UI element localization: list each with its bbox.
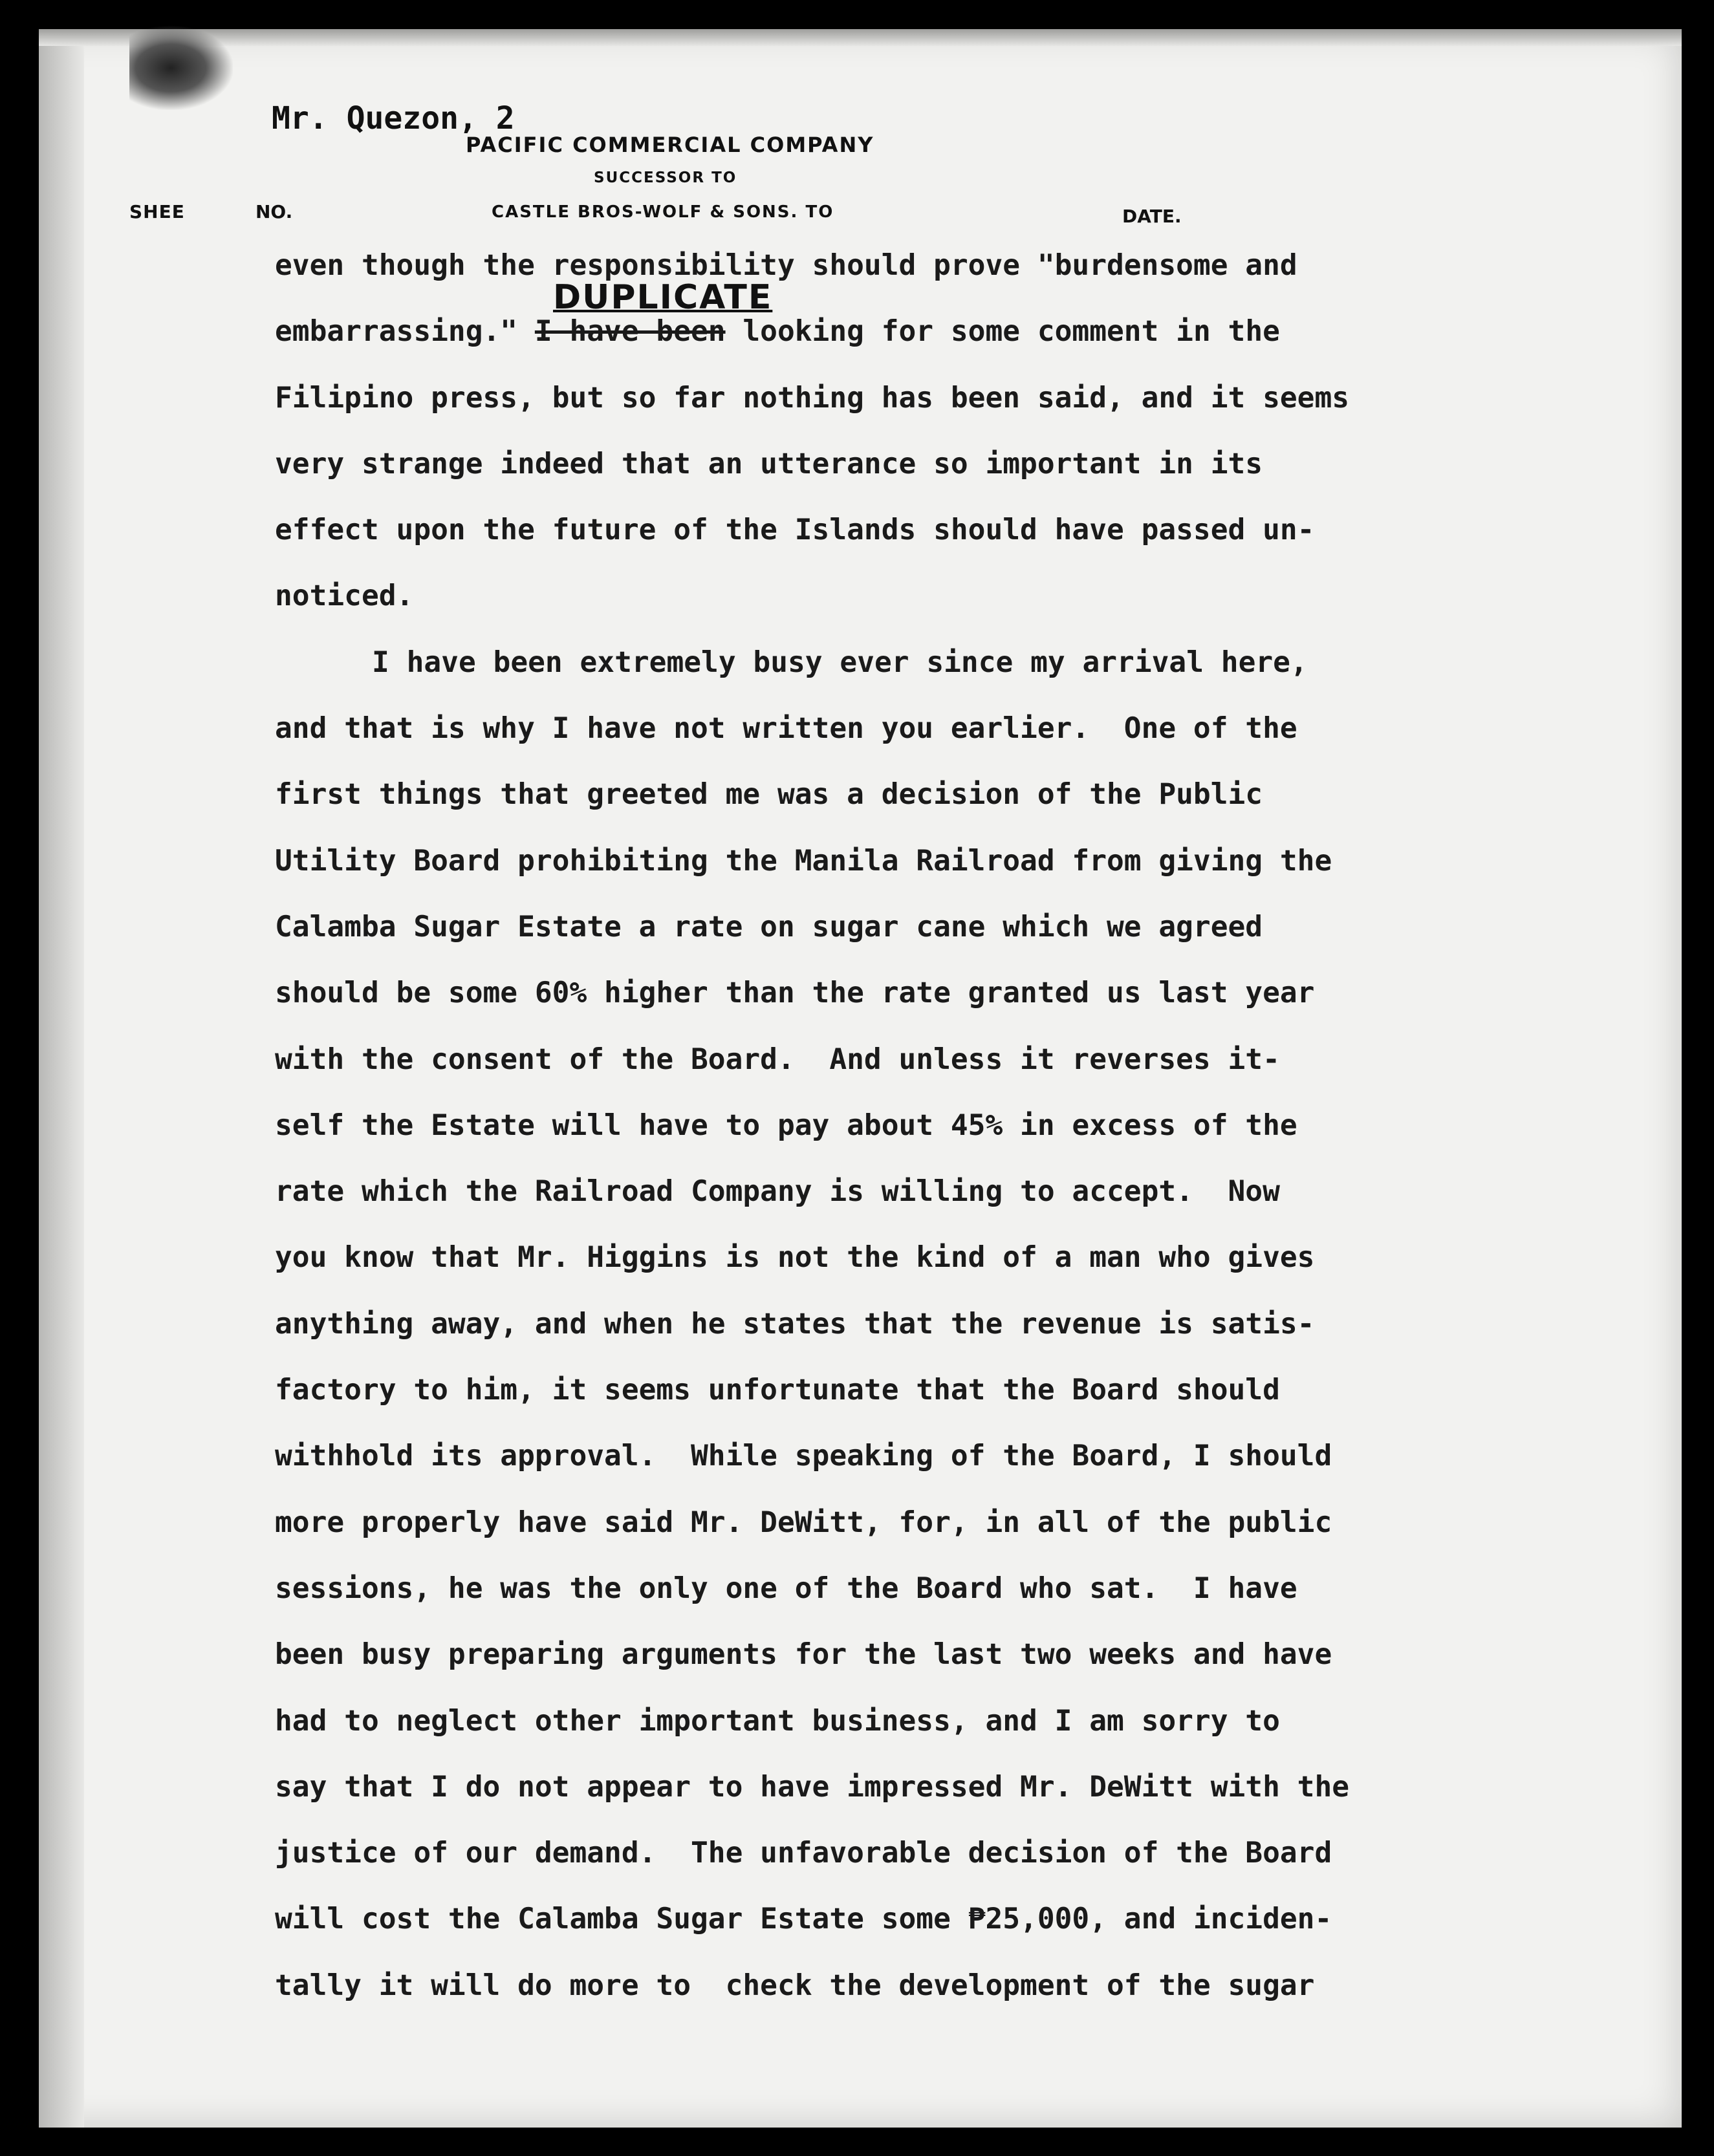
letter-body bbox=[275, 233, 1530, 2019]
letterhead-no-label: NO. bbox=[255, 201, 293, 222]
letterhead-date-label: DATE. bbox=[1122, 206, 1182, 227]
body-line: very strange indeed that an utterance so important in its bbox=[275, 447, 1263, 480]
paragraph-start-line: I have been extremely busy ever since my arrival here, bbox=[372, 645, 1308, 679]
body-line: Filipino press, but so far nothing has been said, and it seems bbox=[275, 381, 1350, 415]
letterhead-company: PACIFIC COMMERCIAL COMPANY bbox=[466, 133, 874, 157]
body-line: more properly have said Mr. DeWitt, for, in all of the public bbox=[275, 1505, 1332, 1539]
body-line: rate which the Railroad Company is willing to accept. Now bbox=[275, 1175, 1280, 1209]
body-line-text: looking for some comment in the bbox=[725, 315, 1280, 349]
body-line: Calamba Sugar Estate a rate on sugar cane which we agreed bbox=[275, 910, 1263, 943]
duplicate-stamp: DUPLICATE bbox=[553, 278, 773, 317]
body-line: withhold its approval. While speaking of the Board, I should bbox=[275, 1439, 1332, 1473]
body-line: had to neglect other important business, and I am sorry to bbox=[275, 1704, 1280, 1738]
body-line: say that I do not appear to have impressed Mr. DeWitt with the bbox=[275, 1770, 1350, 1804]
torn-corner-mark bbox=[129, 26, 233, 110]
body-line: self the Estate will have to pay about 45% in excess of the bbox=[275, 1108, 1297, 1142]
body-line: with the consent of the Board. And unless it reverses it- bbox=[275, 1042, 1280, 1076]
letterhead-successor: SUCCESSOR TO bbox=[594, 169, 737, 186]
body-line: Utility Board prohibiting the Manila Railroad from giving the bbox=[275, 844, 1332, 878]
struck-text: I have been bbox=[534, 315, 726, 349]
body-line: first things that greeted me was a decision of the Public bbox=[275, 778, 1263, 812]
body-line: been busy preparing arguments for the last two weeks and have bbox=[275, 1638, 1332, 1672]
body-line: you know that Mr. Higgins is not the kind of a man who gives bbox=[275, 1241, 1315, 1275]
body-line: and that is why I have not written you earlier. One of the bbox=[275, 712, 1297, 746]
body-line: sessions, he was the only one of the Board who sat. I have bbox=[275, 1571, 1297, 1605]
body-line-text: embarrassing." bbox=[275, 315, 518, 349]
body-line: noticed. bbox=[275, 579, 414, 613]
body-line: effect upon the future of the Islands should have passed un- bbox=[275, 513, 1315, 547]
page-edge-shadow bbox=[39, 29, 84, 2128]
body-line bbox=[275, 299, 1530, 365]
body-line: even though the responsibility should prove "burdensome and bbox=[275, 249, 1297, 282]
letterhead-predecessor: CASTLE BROS-WOLF & SONS. TO bbox=[492, 202, 834, 222]
body-line: will cost the Calamba Sugar Estate some ₱25,000, and inciden- bbox=[275, 1903, 1332, 1936]
body-line: should be some 60% higher than the rate granted us last year bbox=[275, 976, 1315, 1010]
body-line: anything away, and when he states that the revenue is satis- bbox=[275, 1307, 1315, 1341]
body-line: tally it will do more to check the development of the sugar bbox=[275, 1968, 1315, 2002]
page-heading: Mr. Quezon, 2 bbox=[272, 100, 515, 136]
body-line: factory to him, it seems unfortunate that the Board should bbox=[275, 1374, 1280, 1407]
page-top-shadow bbox=[39, 29, 1682, 46]
body-line: justice of our demand. The unfavorable decision of the Board bbox=[275, 1837, 1332, 1870]
letterhead-sheet-label: SHEE bbox=[129, 201, 185, 222]
